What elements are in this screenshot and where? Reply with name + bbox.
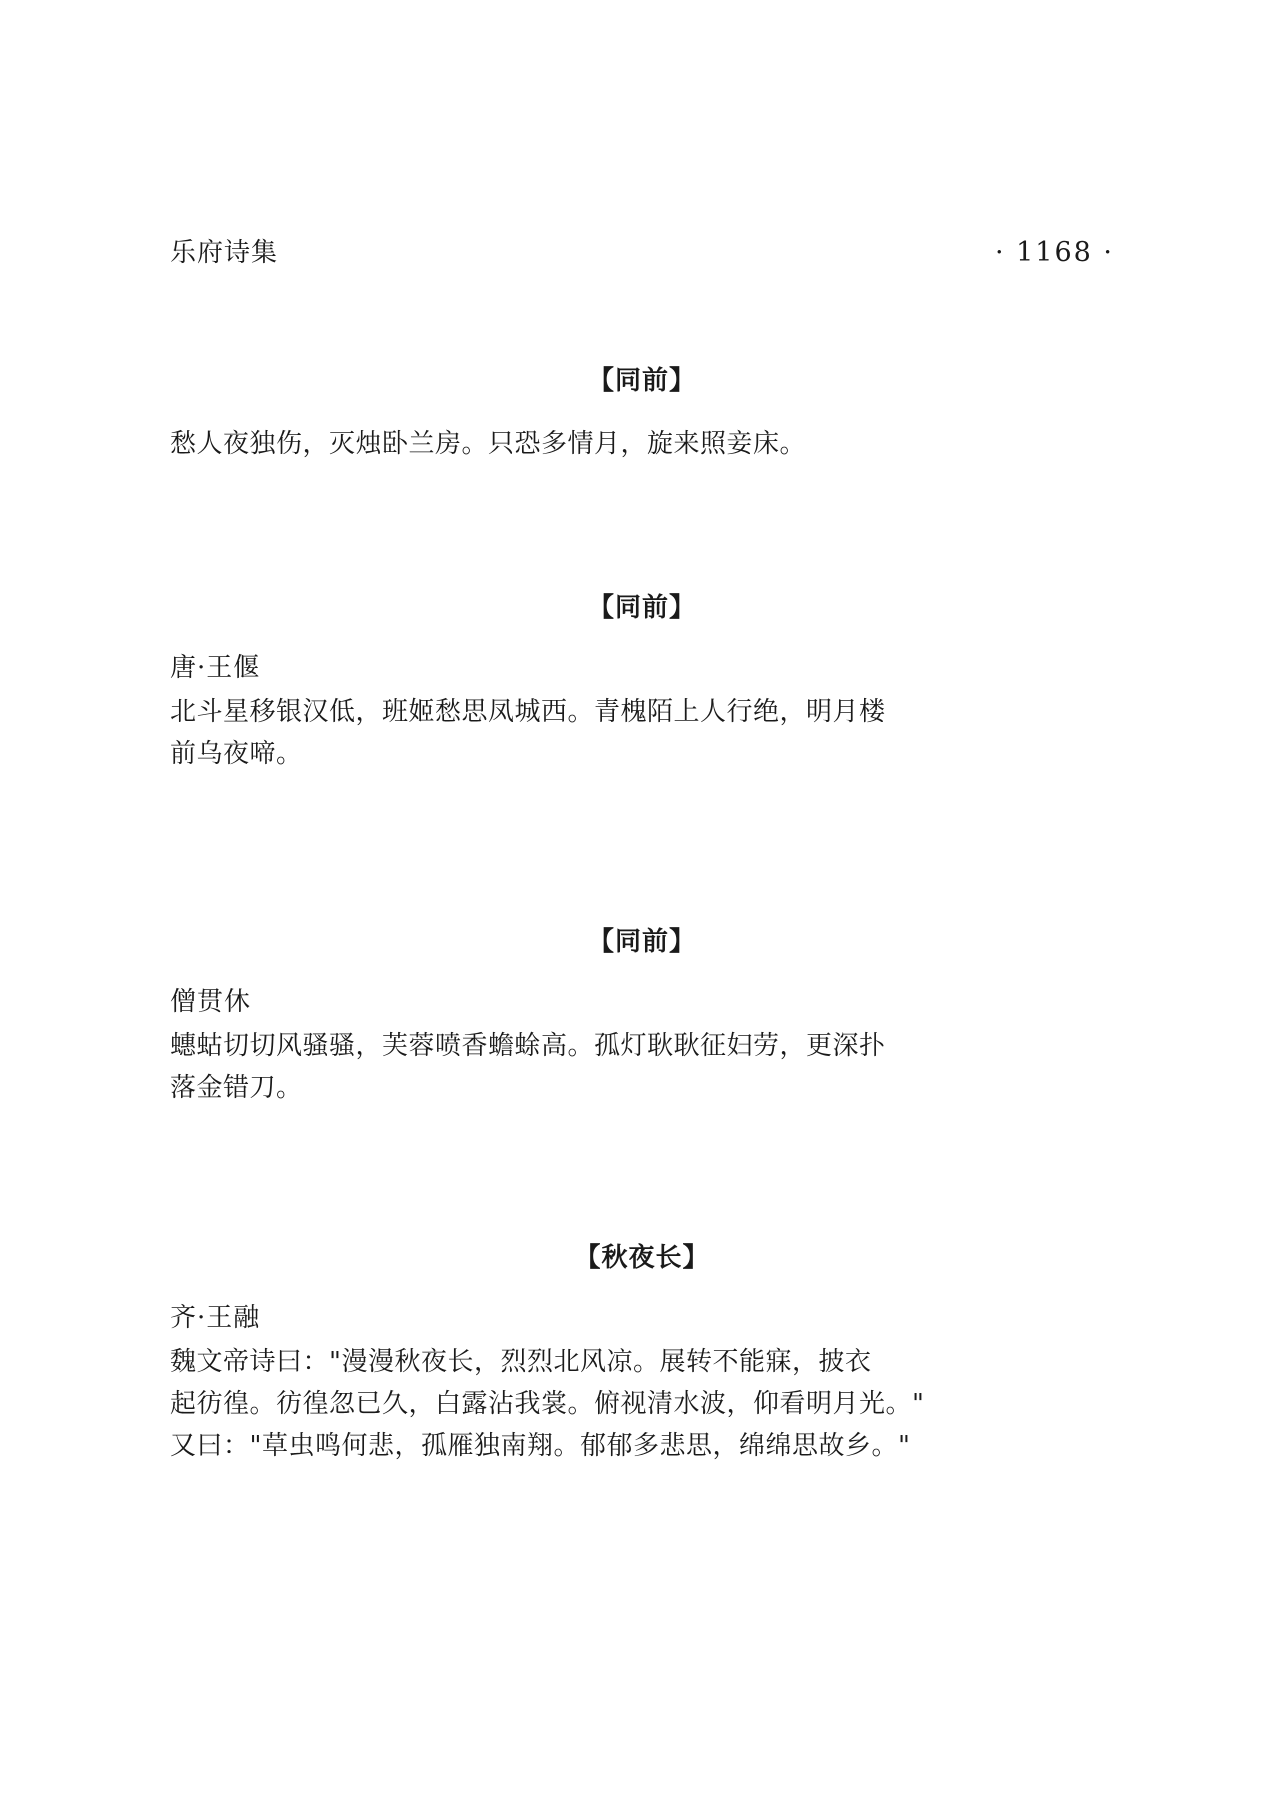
poem-title: 【同前】 xyxy=(587,927,696,958)
section-spacer xyxy=(170,465,1114,587)
section-spacer xyxy=(170,1109,1114,1237)
poem-section xyxy=(170,921,1114,1109)
poem-line: 起彷徨。彷徨忽已久，白露沾我裳。俯视清水波，仰看明月光。" xyxy=(170,1389,925,1420)
poem-title: 【同前】 xyxy=(587,593,696,624)
page-number: · 1168 · xyxy=(994,237,1114,268)
poem-line: 前乌夜啼。 xyxy=(170,739,303,770)
poem-line: 愁人夜独伤，灭烛卧兰房。只恐多情月，旋来照妾床。 xyxy=(170,429,807,459)
poem-body xyxy=(170,423,1114,465)
poem-line: 又曰："草虫鸣何悲，孤雁独南翔。郁郁多悲思，绵绵思故乡。" xyxy=(170,1431,911,1462)
poem-section xyxy=(170,587,1114,775)
poem-attribution: 齐·王融 xyxy=(170,1303,261,1334)
poem-attribution: 唐·王偃 xyxy=(170,653,261,684)
page-body xyxy=(170,360,1114,1468)
poem-line: 蟪蛄切切风骚骚，芙蓉喷香蟾蜍高。孤灯耿耿征妇劳，更深扑 xyxy=(170,1031,886,1062)
poem-title: 【同前】 xyxy=(587,366,696,396)
poem-body xyxy=(170,1341,1114,1467)
running-head xyxy=(170,232,1114,269)
book-title: 乐府诗集 xyxy=(170,238,279,268)
poem-title: 【秋夜长】 xyxy=(574,1243,710,1274)
poem-line: 落金错刀。 xyxy=(170,1073,303,1104)
poem-section xyxy=(170,1237,1114,1467)
poem-body xyxy=(170,1025,1114,1109)
poem-section xyxy=(170,360,1114,465)
poem-attribution: 僧贯休 xyxy=(170,987,252,1018)
poem-body xyxy=(170,691,1114,775)
poem-line: 魏文帝诗曰："漫漫秋夜长，烈烈北风凉。展转不能寐，披衣 xyxy=(170,1347,872,1378)
poem-line: 北斗星移银汉低，班姬愁思凤城西。青槐陌上人行绝，明月楼 xyxy=(170,697,886,728)
section-spacer xyxy=(170,775,1114,921)
